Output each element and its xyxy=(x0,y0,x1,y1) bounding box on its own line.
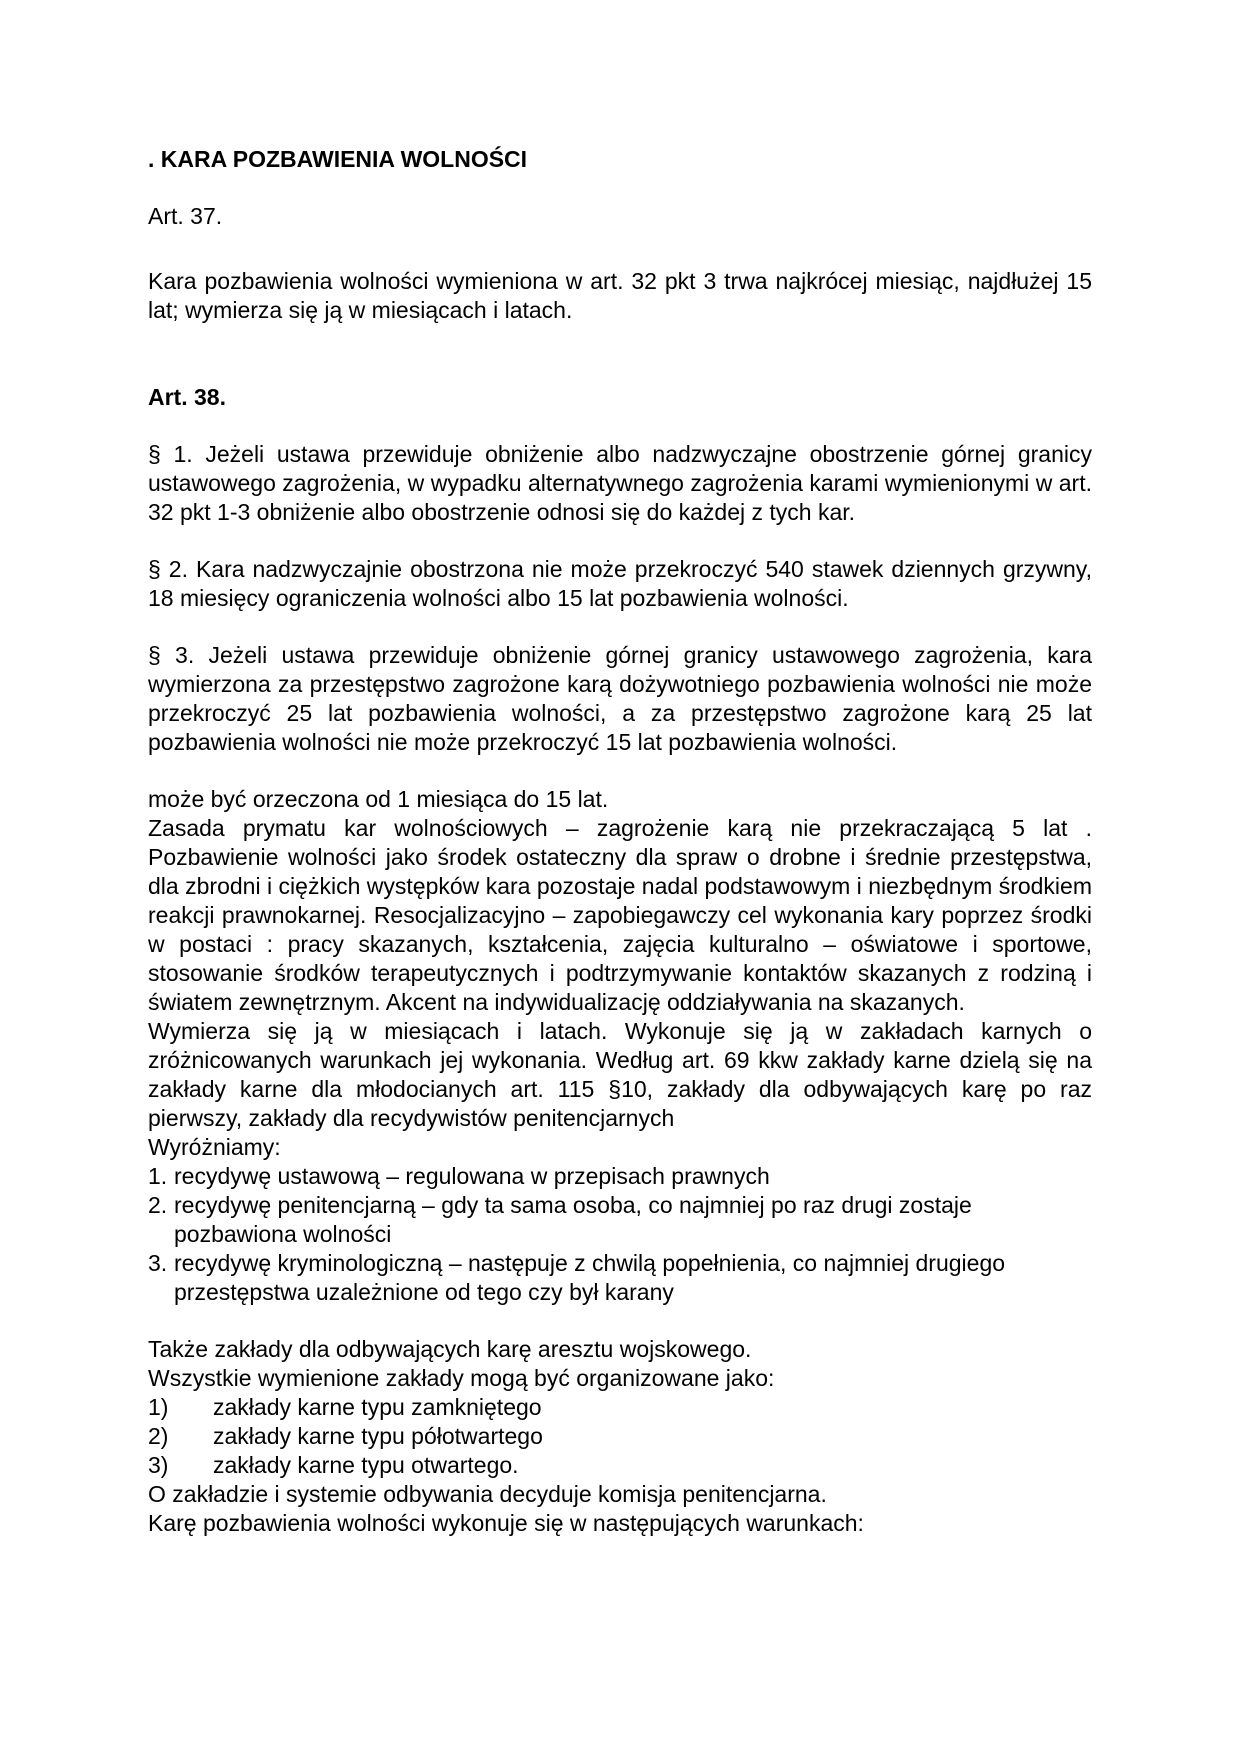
list-item-text: zakłady karne typu zamkniętego xyxy=(213,1394,542,1420)
recidivism-list xyxy=(148,1162,1092,1307)
list-item xyxy=(148,1451,1092,1480)
facility-types-list xyxy=(148,1393,1092,1480)
article-38-paragraph-2: § 2. Kara nadzwyczajnie obostrzona nie może przekroczyć 540 stawek dziennych grzywny, 18 miesięcy ograniczenia wolności albo 15 lat pozbawienia wolności. xyxy=(148,556,1092,611)
list-item xyxy=(148,1249,1092,1307)
list-item-number: 3. xyxy=(148,1250,168,1276)
document-title: . KARA POZBAWIENIA WOLNOŚCI xyxy=(148,146,528,172)
zakladzie-line: O zakładzie i systemie odbywania decyduje komisja penitencjarna. xyxy=(148,1481,827,1507)
list-item-number: 1) xyxy=(148,1394,169,1420)
list-item-text: zakłady karne typu półotwartego xyxy=(213,1423,543,1449)
body-paragraph-1: Zasada prymatu kar wolnościowych – zagrożenie karą nie przekraczającą 5 lat . Pozbawienie wolności jako środek ostateczny dla spraw o drobne i średnie przestępstwa, dla zbrodni i ciężkich występków kara pozostaje nadal podstawowym i niezbędnym środkiem reakcji prawnokarnej. Resocjalizacyjno – zapobiegawczy cel wykonania kary poprzez środki w postaci : pracy skazanych, kształcenia, zajęcia kulturalno – oświatowe i sportowe, stosowanie środków terapeutycznych i podtrzymywanie kontaktów skazanych z rodziną i światem zewnętrznym. Akcent na indywidualizację oddziaływania na skazanych. xyxy=(148,815,1092,1015)
body-line-1: może być orzeczona od 1 miesiąca do 15 lat. xyxy=(148,786,609,812)
takze-line: Także zakłady dla odbywających karę aresztu wojskowego. xyxy=(148,1336,752,1362)
list-item-number: 2. xyxy=(148,1192,168,1218)
article-38-heading: Art. 38. xyxy=(148,384,226,410)
list-item xyxy=(148,1191,1092,1249)
wyrozniamy-label: Wyróżniamy: xyxy=(148,1134,281,1160)
list-item-text: recydywę kryminologiczną – następuje z chwilą popełnienia, co najmniej drugiego przestępstwa uzależnione od tego czy był karany xyxy=(174,1250,1006,1305)
body-paragraph-2: Wymierza się ją w miesiącach i latach. Wykonuje się ją w zakładach karnych o zróżnicowanych warunkach jej wykonania. Według art. 69 kkw zakłady karne dzielą się na zakłady karne dla młodocianych art. 115 §10, zakłady dla odbywających karę po raz pierwszy, zakłady dla recydywistów penitencjarnych xyxy=(148,1018,1092,1131)
kare-line: Karę pozbawienia wolności wykonuje się w następujących warunkach: xyxy=(148,1510,864,1536)
list-item-number: 1. xyxy=(148,1163,168,1189)
list-item-text: recydywę ustawową – regulowana w przepisach prawnych xyxy=(174,1163,770,1189)
list-item-number: 3) xyxy=(148,1452,169,1478)
document-page xyxy=(148,145,1092,1538)
list-item xyxy=(148,1393,1092,1422)
wszystkie-line: Wszystkie wymienione zakłady mogą być organizowane jako: xyxy=(148,1365,775,1391)
article-38-paragraph-3: § 3. Jeżeli ustawa przewiduje obniżenie górnej granicy ustawowego zagrożenia, kara wymierzona za przestępstwo zagrożone karą dożywotniego pozbawienia wolności nie może przekroczyć 25 lat pozbawienia wolności, a za przestępstwo zagrożone karą 25 lat pozbawienia wolności nie może przekroczyć 15 lat pozbawienia wolności. xyxy=(148,642,1092,755)
list-item-text: zakłady karne typu otwartego. xyxy=(213,1452,519,1478)
list-item-number: 2) xyxy=(148,1423,169,1449)
article-38-paragraph-1: § 1. Jeżeli ustawa przewiduje obniżenie albo nadzwyczajne obostrzenie górnej granicy ustawowego zagrożenia, w wypadku alternatywnego zagrożenia karami wymienionymi w art. 32 pkt 1-3 obniżenie albo obostrzenie odnosi się do każdej z tych kar. xyxy=(148,441,1092,525)
article-37-text: Kara pozbawienia wolności wymieniona w art. 32 pkt 3 trwa najkrócej miesiąc, najdłużej 15 lat; wymierza się ją w miesiącach i latach. xyxy=(148,268,1092,323)
list-item xyxy=(148,1422,1092,1451)
list-item xyxy=(148,1162,1092,1191)
article-37-heading: Art. 37. xyxy=(148,203,223,229)
list-item-text: recydywę penitencjarną – gdy ta sama osoba, co najmniej po raz drugi zostaje pozbawiona wolności xyxy=(174,1192,972,1247)
